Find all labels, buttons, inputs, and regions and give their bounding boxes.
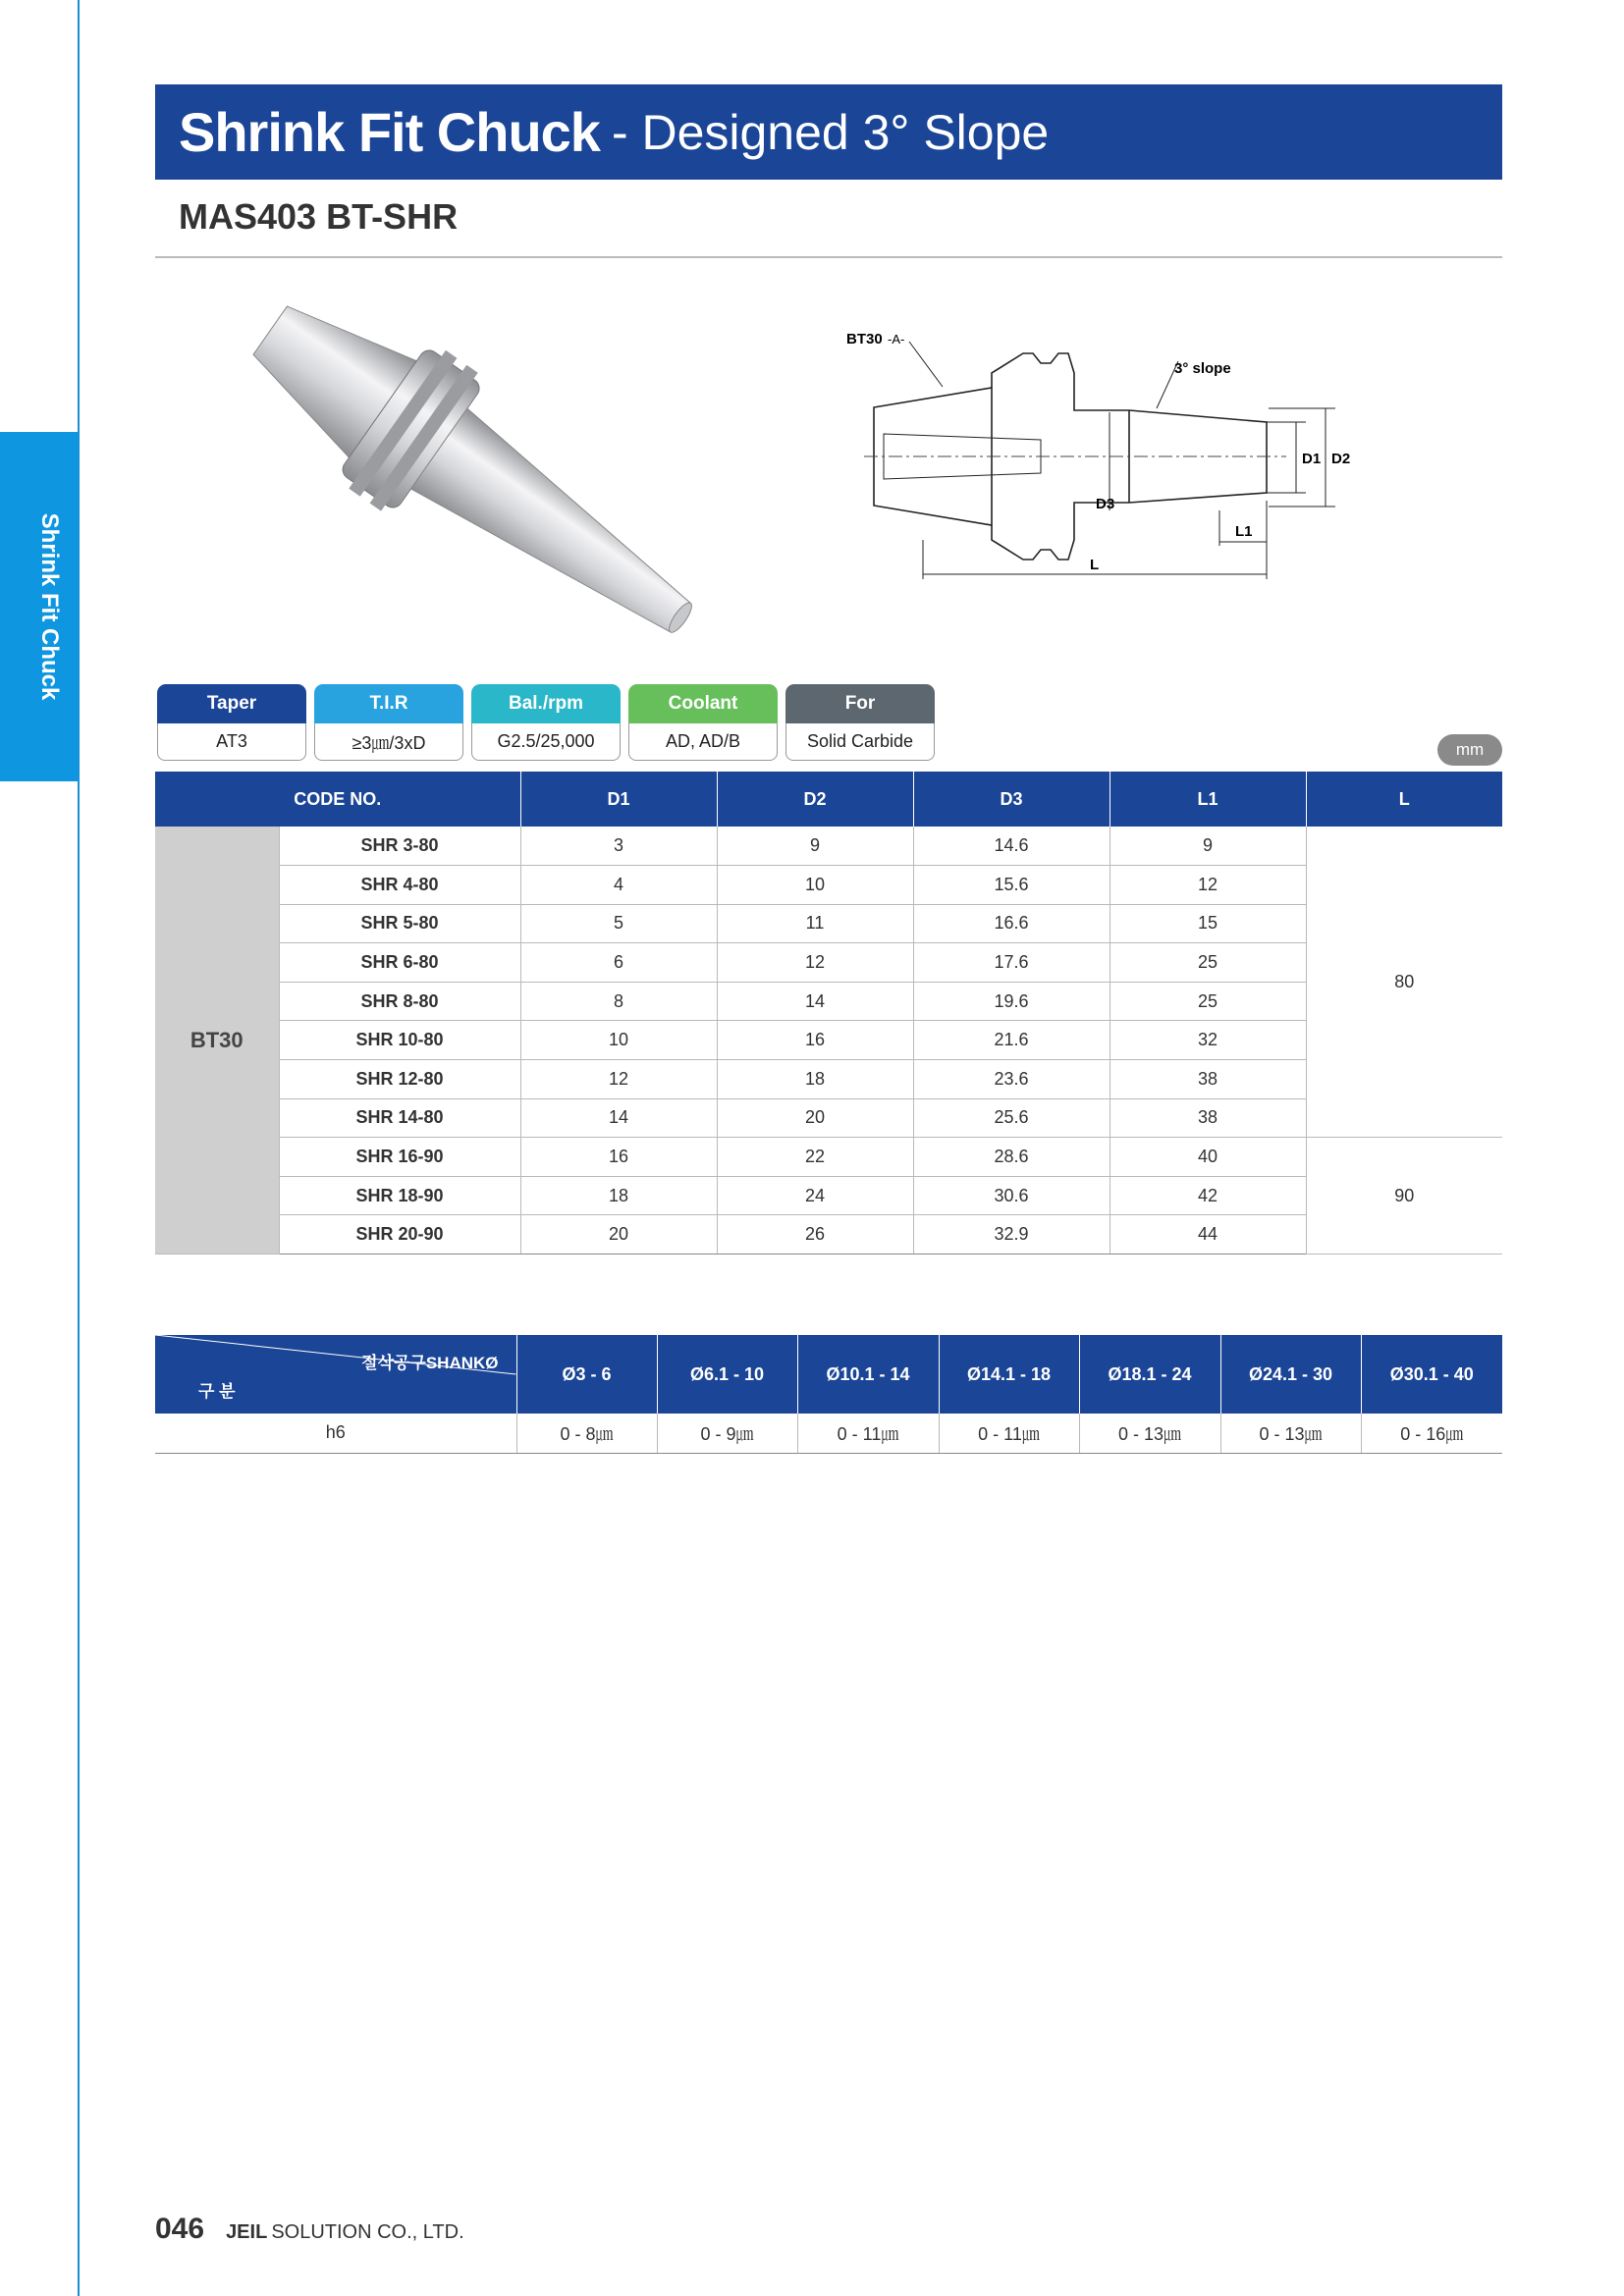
tolerance-header-row bbox=[155, 1335, 1502, 1414]
table-row bbox=[155, 1215, 1502, 1255]
code-cell: SHR 20-90 bbox=[279, 1215, 520, 1255]
table-row bbox=[155, 943, 1502, 983]
tolerance-value: 0 - 8㎛ bbox=[516, 1414, 657, 1453]
table-row bbox=[155, 866, 1502, 905]
table-row bbox=[155, 1098, 1502, 1138]
l1-cell: 25 bbox=[1110, 943, 1306, 983]
left-margin-rule bbox=[78, 0, 80, 2296]
title-bar bbox=[155, 84, 1502, 180]
section-side-tab-label: Shrink Fit Chuck bbox=[36, 512, 63, 701]
range-header: Ø18.1 - 24 bbox=[1079, 1335, 1220, 1414]
spec-table bbox=[155, 772, 1502, 1255]
d1-cell: 10 bbox=[520, 1021, 717, 1060]
range-header: Ø30.1 - 40 bbox=[1361, 1335, 1502, 1414]
l1-cell: 32 bbox=[1110, 1021, 1306, 1060]
code-cell: SHR 3-80 bbox=[279, 827, 520, 866]
code-cell: SHR 16-90 bbox=[279, 1138, 520, 1177]
l1-cell: 25 bbox=[1110, 982, 1306, 1021]
badge-taper-value: AT3 bbox=[157, 723, 306, 761]
d3-cell: 30.6 bbox=[913, 1176, 1110, 1215]
tolerance-value: 0 - 16㎛ bbox=[1361, 1414, 1502, 1453]
d2-cell: 18 bbox=[717, 1060, 913, 1099]
d2-cell: 24 bbox=[717, 1176, 913, 1215]
col-header-d3: D3 bbox=[913, 772, 1110, 827]
badge-coolant-value: AD, AD/B bbox=[628, 723, 778, 761]
d1-cell: 6 bbox=[520, 943, 717, 983]
drawing-d3: D3 bbox=[1096, 496, 1115, 512]
range-header: Ø24.1 - 30 bbox=[1220, 1335, 1361, 1414]
l-cell-80: 80 bbox=[1306, 827, 1502, 1138]
col-header-l: L bbox=[1306, 772, 1502, 827]
badge-tir-value: ≥3㎛/3xD bbox=[314, 723, 463, 761]
d2-cell: 22 bbox=[717, 1138, 913, 1177]
drawing-slope-label: 3° slope bbox=[1174, 360, 1231, 377]
d3-cell: 25.6 bbox=[913, 1098, 1110, 1138]
l1-cell: 40 bbox=[1110, 1138, 1306, 1177]
badge-balance-label: Bal./rpm bbox=[471, 684, 621, 723]
d2-cell: 16 bbox=[717, 1021, 913, 1060]
badge-taper bbox=[157, 684, 306, 761]
code-cell: SHR 6-80 bbox=[279, 943, 520, 983]
code-cell: SHR 14-80 bbox=[279, 1098, 520, 1138]
tolerance-row bbox=[155, 1414, 1502, 1453]
tolerance-value: 0 - 13㎛ bbox=[1220, 1414, 1361, 1453]
tolerance-value: 0 - 11㎛ bbox=[797, 1414, 939, 1453]
col-header-d1: D1 bbox=[520, 772, 717, 827]
page-title-sub: - Designed 3° Slope bbox=[611, 104, 1050, 160]
tolerance-value: 0 - 9㎛ bbox=[657, 1414, 797, 1453]
l1-cell: 15 bbox=[1110, 904, 1306, 943]
d1-cell: 14 bbox=[520, 1098, 717, 1138]
d3-cell: 21.6 bbox=[913, 1021, 1110, 1060]
badge-tir bbox=[314, 684, 463, 761]
col-header-d2: D2 bbox=[717, 772, 913, 827]
d1-cell: 3 bbox=[520, 827, 717, 866]
d1-cell: 20 bbox=[520, 1215, 717, 1255]
l1-cell: 44 bbox=[1110, 1215, 1306, 1255]
drawing-d1: D1 bbox=[1302, 451, 1322, 467]
d3-cell: 17.6 bbox=[913, 943, 1110, 983]
d1-cell: 5 bbox=[520, 904, 717, 943]
badge-for-label: For bbox=[785, 684, 935, 723]
product-model: MAS403 BT-SHR bbox=[179, 196, 459, 237]
l1-cell: 42 bbox=[1110, 1176, 1306, 1215]
drawing-datum: -A- bbox=[888, 332, 905, 347]
tolerance-table bbox=[155, 1335, 1502, 1454]
range-header: Ø14.1 - 18 bbox=[939, 1335, 1079, 1414]
d1-cell: 8 bbox=[520, 982, 717, 1021]
page-number: 046 bbox=[155, 2213, 205, 2245]
d2-cell: 26 bbox=[717, 1215, 913, 1255]
tolerance-value: 0 - 13㎛ bbox=[1079, 1414, 1220, 1453]
d3-cell: 23.6 bbox=[913, 1060, 1110, 1099]
table-row bbox=[155, 1060, 1502, 1099]
d1-cell: 4 bbox=[520, 866, 717, 905]
badge-tir-label: T.I.R bbox=[314, 684, 463, 723]
d1-cell: 16 bbox=[520, 1138, 717, 1177]
d2-cell: 14 bbox=[717, 982, 913, 1021]
l1-cell: 9 bbox=[1110, 827, 1306, 866]
d3-cell: 32.9 bbox=[913, 1215, 1110, 1255]
company-name: SOLUTION CO., LTD. bbox=[271, 2221, 464, 2243]
code-cell: SHR 10-80 bbox=[279, 1021, 520, 1060]
code-cell: SHR 12-80 bbox=[279, 1060, 520, 1099]
badge-balance-value: G2.5/25,000 bbox=[471, 723, 621, 761]
l1-cell: 38 bbox=[1110, 1060, 1306, 1099]
code-cell: SHR 4-80 bbox=[279, 866, 520, 905]
d3-cell: 28.6 bbox=[913, 1138, 1110, 1177]
badge-coolant bbox=[628, 684, 778, 761]
drawing-l1: L1 bbox=[1235, 523, 1253, 540]
page-footer bbox=[155, 2213, 464, 2246]
d2-cell: 20 bbox=[717, 1098, 913, 1138]
product-photo bbox=[196, 285, 746, 658]
badge-for-value: Solid Carbide bbox=[785, 723, 935, 761]
d3-cell: 14.6 bbox=[913, 827, 1110, 866]
spec-badges bbox=[157, 684, 935, 761]
d3-cell: 19.6 bbox=[913, 982, 1110, 1021]
code-cell: SHR 18-90 bbox=[279, 1176, 520, 1215]
d3-cell: 16.6 bbox=[913, 904, 1110, 943]
company-name-bold: JEIL bbox=[226, 2221, 268, 2243]
d2-cell: 10 bbox=[717, 866, 913, 905]
subtitle-divider bbox=[155, 256, 1502, 258]
col-header-l1: L1 bbox=[1110, 772, 1306, 827]
range-header: Ø6.1 - 10 bbox=[657, 1335, 797, 1414]
corner-bottom-label: 구 분 bbox=[198, 1382, 236, 1401]
drawing-bt-label: BT30 bbox=[846, 331, 883, 347]
d2-cell: 9 bbox=[717, 827, 913, 866]
table-row bbox=[155, 827, 1502, 866]
range-header: Ø10.1 - 14 bbox=[797, 1335, 939, 1414]
badge-for bbox=[785, 684, 935, 761]
d1-cell: 18 bbox=[520, 1176, 717, 1215]
table-row bbox=[155, 1021, 1502, 1060]
table-row bbox=[155, 1138, 1502, 1177]
corner-top-label: 절삭공구SHANKØ bbox=[361, 1354, 499, 1372]
d1-cell: 12 bbox=[520, 1060, 717, 1099]
drawing-l: L bbox=[1090, 557, 1100, 573]
code-cell: SHR 8-80 bbox=[279, 982, 520, 1021]
code-cell: SHR 5-80 bbox=[279, 904, 520, 943]
tolerance-row-label: h6 bbox=[155, 1414, 516, 1453]
range-header: Ø3 - 6 bbox=[516, 1335, 657, 1414]
table-row bbox=[155, 982, 1502, 1021]
tolerance-value: 0 - 11㎛ bbox=[939, 1414, 1079, 1453]
l1-cell: 38 bbox=[1110, 1098, 1306, 1138]
group-bt30: BT30 bbox=[155, 827, 279, 1255]
badge-balance bbox=[471, 684, 621, 761]
tolerance-corner-header bbox=[155, 1335, 516, 1414]
badge-taper-label: Taper bbox=[157, 684, 306, 723]
technical-drawing bbox=[844, 314, 1532, 609]
page-title: Shrink Fit Chuck bbox=[179, 101, 600, 163]
l1-cell: 12 bbox=[1110, 866, 1306, 905]
corner-diagonal bbox=[155, 1335, 516, 1414]
col-header-code: CODE NO. bbox=[155, 772, 520, 827]
drawing-d2: D2 bbox=[1331, 451, 1351, 467]
unit-badge: mm bbox=[1437, 734, 1502, 766]
d2-cell: 11 bbox=[717, 904, 913, 943]
d2-cell: 12 bbox=[717, 943, 913, 983]
spec-header-row bbox=[155, 772, 1502, 827]
table-row bbox=[155, 904, 1502, 943]
d3-cell: 15.6 bbox=[913, 866, 1110, 905]
badge-coolant-label: Coolant bbox=[628, 684, 778, 723]
l-cell-90: 90 bbox=[1306, 1138, 1502, 1255]
table-row bbox=[155, 1176, 1502, 1215]
